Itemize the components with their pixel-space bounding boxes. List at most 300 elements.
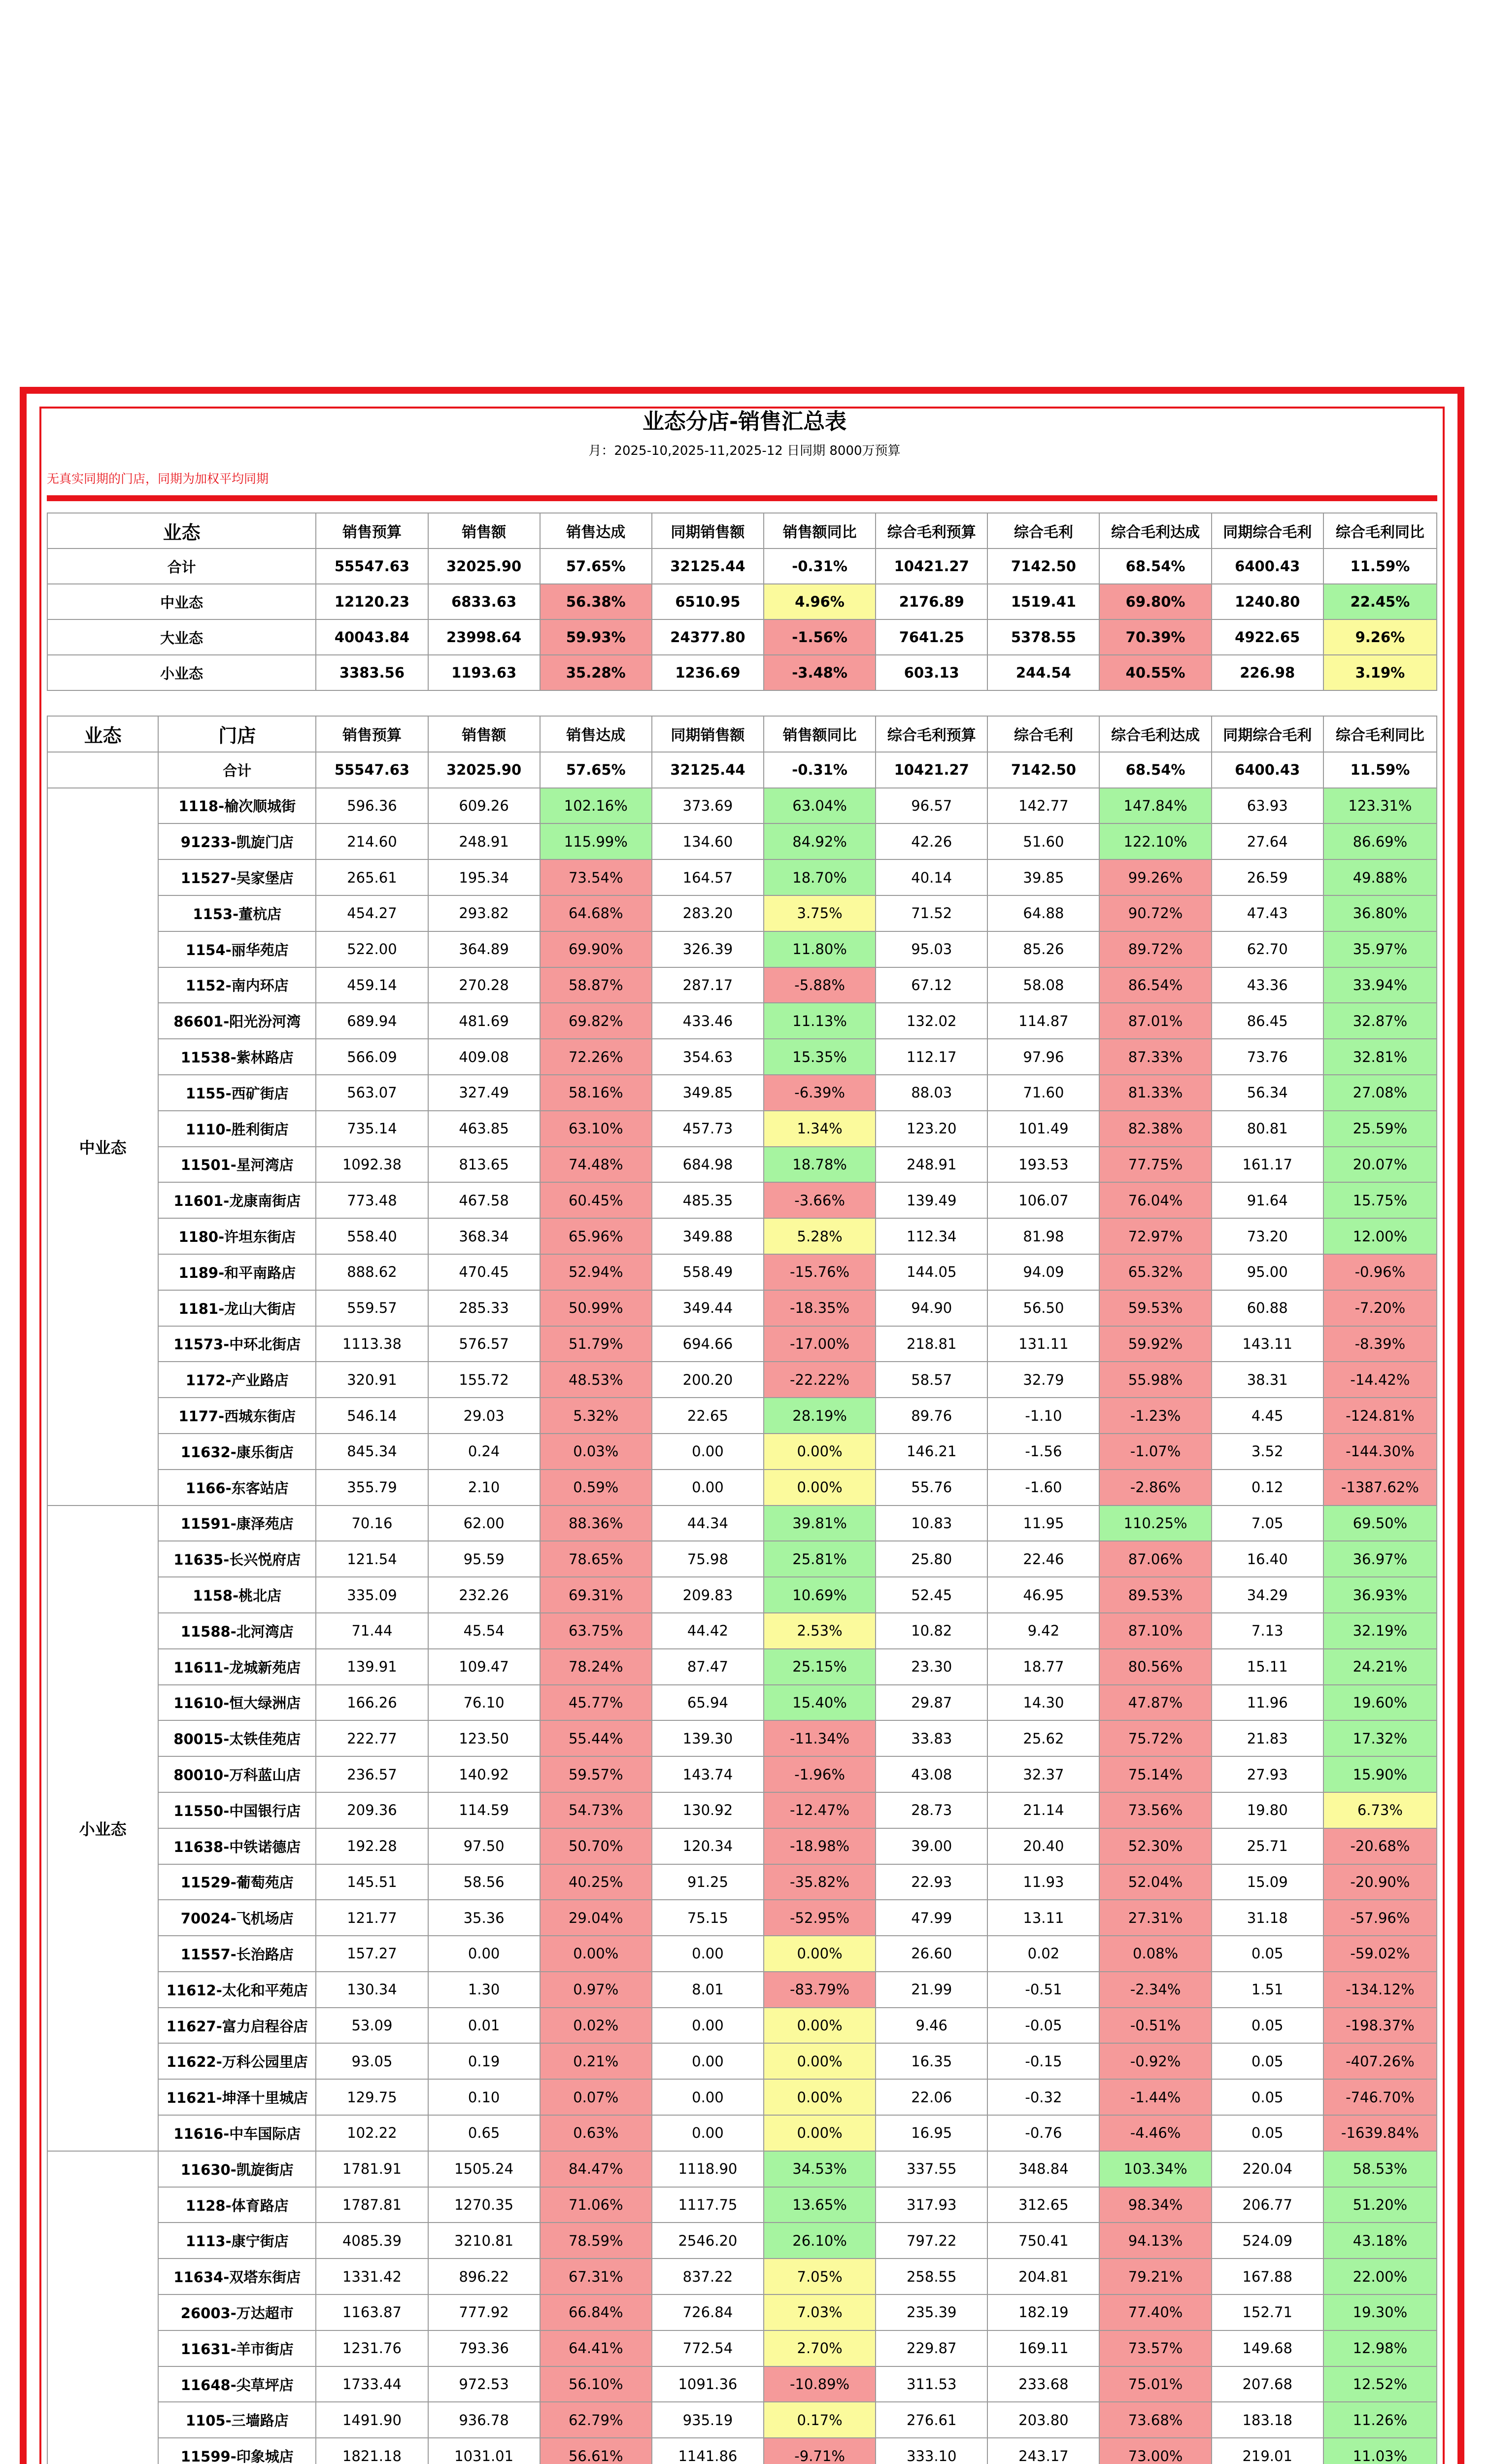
store-name-cell: 86601-阳光汾河湾 — [158, 1003, 316, 1039]
table-cell: 0.00 — [652, 2079, 764, 2115]
table-cell: 52.30% — [1099, 1828, 1211, 1864]
table-cell: 103.34% — [1099, 2151, 1211, 2187]
table-cell: 4.45 — [1212, 1398, 1323, 1434]
table-cell: -0.92% — [1099, 2043, 1211, 2079]
table-cell: 0.17% — [764, 2402, 876, 2438]
table-cell: 9.42 — [987, 1613, 1099, 1649]
table-cell: 248.91 — [876, 1147, 987, 1183]
table-row — [47, 2294, 1437, 2330]
table-cell: 0.65 — [428, 2115, 540, 2151]
table-row — [47, 2438, 1437, 2464]
table-cell: 78.59% — [540, 2223, 652, 2259]
table-cell: 0.00% — [764, 2079, 876, 2115]
table-cell: 114.87 — [987, 1003, 1099, 1039]
table-cell: 19.30% — [1323, 2294, 1437, 2330]
table-cell: 684.98 — [652, 1147, 764, 1183]
table-cell: 33.83 — [876, 1720, 987, 1756]
table-cell: 204.81 — [987, 2259, 1099, 2294]
table-cell: 0.01 — [428, 2008, 540, 2044]
table-cell: 73.56% — [1099, 1792, 1211, 1828]
table-cell: -1.07% — [1099, 1434, 1211, 1470]
store-name-cell: 11616-中车国际店 — [158, 2115, 316, 2151]
table-cell: 94.09 — [987, 1254, 1099, 1290]
table-cell: 26.60 — [876, 1936, 987, 1972]
table-cell: 164.57 — [652, 859, 764, 895]
table-cell: 65.32% — [1099, 1254, 1211, 1290]
table-cell: 694.66 — [652, 1326, 764, 1362]
table-cell: -10.89% — [764, 2366, 876, 2402]
table-cell: 73.76 — [1212, 1039, 1323, 1075]
table-cell: 合计 — [158, 752, 316, 788]
table-cell: -407.26% — [1323, 2043, 1437, 2079]
table-cell: 112.34 — [876, 1218, 987, 1254]
table-cell: 73.68% — [1099, 2402, 1211, 2438]
table-cell: 337.55 — [876, 2151, 987, 2187]
column-header: 综合毛利预算 — [876, 716, 987, 752]
table-cell: 209.83 — [652, 1577, 764, 1613]
table-row — [47, 1720, 1437, 1756]
table-cell: 69.31% — [540, 1577, 652, 1613]
table-cell: 63.10% — [540, 1111, 652, 1147]
table-cell: 222.77 — [316, 1720, 428, 1756]
table-cell: 293.82 — [428, 895, 540, 931]
table-cell: 134.60 — [652, 823, 764, 859]
table-cell: 32125.44 — [652, 752, 764, 788]
column-header: 门店 — [158, 716, 316, 752]
table-cell: 777.92 — [428, 2294, 540, 2330]
table-cell: 772.54 — [652, 2330, 764, 2366]
table-row — [47, 1506, 1437, 1541]
table-cell: 276.61 — [876, 2402, 987, 2438]
column-header: 综合毛利 — [987, 513, 1099, 548]
table-cell: 0.00% — [540, 1936, 652, 1972]
table-cell: 91.25 — [652, 1864, 764, 1900]
table-cell: 726.84 — [652, 2294, 764, 2330]
column-header: 综合毛利达成 — [1099, 513, 1211, 548]
table-cell: 94.13% — [1099, 2223, 1211, 2259]
table-cell: 55547.63 — [316, 752, 428, 788]
table-cell: 17.32% — [1323, 1720, 1437, 1756]
table-cell: -20.90% — [1323, 1864, 1437, 1900]
column-header: 同期销售额 — [652, 513, 764, 548]
table-cell: 3.52 — [1212, 1434, 1323, 1470]
table-cell: 78.24% — [540, 1649, 652, 1685]
table-cell: 522.00 — [316, 931, 428, 967]
table-cell: 463.85 — [428, 1111, 540, 1147]
table-cell: 1781.91 — [316, 2151, 428, 2187]
table-cell: 10.83 — [876, 1506, 987, 1541]
table-cell: 26.59 — [1212, 859, 1323, 895]
table-cell: -0.51 — [987, 1972, 1099, 2008]
store-name-cell: 11611-龙城新苑店 — [158, 1649, 316, 1685]
table-cell: 1821.18 — [316, 2438, 428, 2464]
store-name-cell: 11588-北河湾店 — [158, 1613, 316, 1649]
table-cell: -0.32 — [987, 2079, 1099, 2115]
store-name-cell: 80010-万科蓝山店 — [158, 1756, 316, 1792]
table-cell: 29.03 — [428, 1398, 540, 1434]
table-cell: 433.46 — [652, 1003, 764, 1039]
table-row — [47, 1577, 1437, 1613]
table-cell: 42.26 — [876, 823, 987, 859]
table-row — [47, 2115, 1437, 2151]
table-cell: 11.96 — [1212, 1685, 1323, 1721]
table-cell: 78.65% — [540, 1541, 652, 1577]
table-cell: 109.47 — [428, 1649, 540, 1685]
table-cell: -8.39% — [1323, 1326, 1437, 1362]
table-cell: 16.35 — [876, 2043, 987, 2079]
table-row — [47, 1111, 1437, 1147]
store-name-cell: 1154-丽华苑店 — [158, 931, 316, 967]
table-cell: 25.81% — [764, 1541, 876, 1577]
table-cell: 38.31 — [1212, 1362, 1323, 1398]
table-cell: 349.85 — [652, 1075, 764, 1111]
table-cell: 16.40 — [1212, 1541, 1323, 1577]
table-cell: 56.38% — [540, 584, 652, 619]
table-cell: -0.51% — [1099, 2008, 1211, 2044]
table-row — [47, 1254, 1437, 1290]
table-cell: 183.18 — [1212, 2402, 1323, 2438]
table-cell: 146.21 — [876, 1434, 987, 1470]
table-cell: 349.88 — [652, 1218, 764, 1254]
table-cell: 558.49 — [652, 1254, 764, 1290]
store-name-cell: 11634-双塔东街店 — [158, 2259, 316, 2294]
table-cell: 82.38% — [1099, 1111, 1211, 1147]
table-cell: 58.16% — [540, 1075, 652, 1111]
store-name-cell: 11612-太化和平苑店 — [158, 1972, 316, 2008]
table-cell: 62.70 — [1212, 931, 1323, 967]
table-row — [47, 2259, 1437, 2294]
table-cell: 52.94% — [540, 1254, 652, 1290]
store-name-cell: 1177-西城东街店 — [158, 1398, 316, 1434]
column-header: 综合毛利同比 — [1323, 513, 1437, 548]
table-cell: 258.55 — [876, 2259, 987, 2294]
table-cell: 15.09 — [1212, 1864, 1323, 1900]
table-cell: 34.53% — [764, 2151, 876, 2187]
table-cell: 1193.63 — [428, 655, 540, 690]
table-cell: 1.30 — [428, 1972, 540, 2008]
table-row — [47, 823, 1437, 859]
table-cell: 84.47% — [540, 2151, 652, 2187]
table-cell: 459.14 — [316, 967, 428, 1003]
store-name-cell: 11610-恒大绿洲店 — [158, 1685, 316, 1721]
table-cell: 101.49 — [987, 1111, 1099, 1147]
column-header: 同期销售额 — [652, 716, 764, 752]
table-cell: -1.23% — [1099, 1398, 1211, 1434]
table-cell: -14.42% — [1323, 1362, 1437, 1398]
table-row — [47, 1613, 1437, 1649]
table-cell: 349.44 — [652, 1290, 764, 1326]
store-name-cell: 11635-长兴悦府店 — [158, 1541, 316, 1577]
table-cell: -144.30% — [1323, 1434, 1437, 1470]
table-row — [47, 859, 1437, 895]
table-cell: 47.87% — [1099, 1685, 1211, 1721]
table-cell: 27.31% — [1099, 1900, 1211, 1936]
table-cell: 86.54% — [1099, 967, 1211, 1003]
table-cell: 149.68 — [1212, 2330, 1323, 2366]
store-name-cell: 1166-东客站店 — [158, 1470, 316, 1506]
store-name-cell: 11573-中环北街店 — [158, 1326, 316, 1362]
table-cell: 8.01 — [652, 1972, 764, 2008]
table-cell: -1639.84% — [1323, 2115, 1437, 2151]
table-cell: 91.64 — [1212, 1182, 1323, 1218]
table-cell: -3.48% — [764, 655, 876, 690]
table-cell: 312.65 — [987, 2187, 1099, 2223]
table-cell: 797.22 — [876, 2223, 987, 2259]
table-cell: 46.95 — [987, 1577, 1099, 1613]
table-cell: 59.57% — [540, 1756, 652, 1792]
column-header: 业态 — [47, 716, 158, 752]
table-cell: 59.53% — [1099, 1290, 1211, 1326]
store-name-cell: 11648-尖草坪店 — [158, 2366, 316, 2402]
table-cell: 1118.90 — [652, 2151, 764, 2187]
table-cell: 69.90% — [540, 931, 652, 967]
table-cell: 25.71 — [1212, 1828, 1323, 1864]
table-cell: 43.08 — [876, 1756, 987, 1792]
table-row — [47, 1362, 1437, 1398]
table-cell: 1331.42 — [316, 2259, 428, 2294]
table-cell: 546.14 — [316, 1398, 428, 1434]
table-cell: 51.60 — [987, 823, 1099, 859]
table-cell: 1117.75 — [652, 2187, 764, 2223]
table-cell: 10421.27 — [876, 752, 987, 788]
table-cell: 12.98% — [1323, 2330, 1437, 2366]
table-cell: 36.80% — [1323, 895, 1437, 931]
table-cell: -2.86% — [1099, 1470, 1211, 1506]
format-name-cell: 中业态 — [47, 584, 316, 619]
table-cell: 23998.64 — [428, 619, 540, 655]
table-cell: 32.19% — [1323, 1613, 1437, 1649]
table-cell: 43.36 — [1212, 967, 1323, 1003]
table-cell: 60.88 — [1212, 1290, 1323, 1326]
table-cell: 27.93 — [1212, 1756, 1323, 1792]
table-cell: 233.68 — [987, 2366, 1099, 2402]
table-cell: -57.96% — [1323, 1900, 1437, 1936]
table-row — [47, 1147, 1437, 1183]
table-row — [47, 1470, 1437, 1506]
column-header: 销售额 — [428, 513, 540, 548]
table-cell: 457.73 — [652, 1111, 764, 1147]
table-cell: 218.81 — [876, 1326, 987, 1362]
column-header: 销售额 — [428, 716, 540, 752]
table-cell: 232.26 — [428, 1577, 540, 1613]
table-cell: 326.39 — [652, 931, 764, 967]
table-cell: 68.54% — [1099, 548, 1211, 584]
table-cell: 21.14 — [987, 1792, 1099, 1828]
table-cell: 6400.43 — [1212, 752, 1323, 788]
table-cell: 67.12 — [876, 967, 987, 1003]
table-cell: 2.70% — [764, 2330, 876, 2366]
format-name-cell: 小业态 — [47, 655, 316, 690]
table-cell: 1163.87 — [316, 2294, 428, 2330]
table-cell: 123.20 — [876, 1111, 987, 1147]
table-cell: 75.01% — [1099, 2366, 1211, 2402]
table-cell: 59.92% — [1099, 1326, 1211, 1362]
table-cell: 87.47 — [652, 1649, 764, 1685]
table-cell: 36.97% — [1323, 1541, 1437, 1577]
table-cell: 2.10 — [428, 1470, 540, 1506]
table-cell: 0.00 — [652, 2043, 764, 2079]
table-cell: -134.12% — [1323, 1972, 1437, 2008]
column-header: 同期综合毛利 — [1212, 716, 1323, 752]
store-name-cell: 11622-万科公园里店 — [158, 2043, 316, 2079]
table-cell: 5378.55 — [987, 619, 1099, 655]
table-cell: 609.26 — [428, 788, 540, 824]
table-row — [47, 2187, 1437, 2223]
table-cell: -5.88% — [764, 967, 876, 1003]
table-cell: 130.34 — [316, 1972, 428, 2008]
table-row — [47, 2043, 1437, 2079]
table-cell: 45.77% — [540, 1685, 652, 1721]
table-cell: 73.57% — [1099, 2330, 1211, 2366]
table-cell: 735.14 — [316, 1111, 428, 1147]
table-cell: 1.34% — [764, 1111, 876, 1147]
table-cell: 935.19 — [652, 2402, 764, 2438]
table-cell: -1.56 — [987, 1434, 1099, 1470]
table-cell: -1.10 — [987, 1398, 1099, 1434]
store-name-cell: 11601-龙康南街店 — [158, 1182, 316, 1218]
table-cell: 129.75 — [316, 2079, 428, 2115]
store-name-cell: 70024-飞机场店 — [158, 1900, 316, 1936]
table-cell: 68.54% — [1099, 752, 1211, 788]
table-cell: 470.45 — [428, 1254, 540, 1290]
table-row — [47, 1756, 1437, 1792]
table-cell: 102.22 — [316, 2115, 428, 2151]
table-cell: 7.05 — [1212, 1506, 1323, 1541]
table-cell: 47.43 — [1212, 895, 1323, 931]
column-header: 销售达成 — [540, 716, 652, 752]
table-cell: 229.87 — [876, 2330, 987, 2366]
table-cell: 120.34 — [652, 1828, 764, 1864]
table-cell: 65.94 — [652, 1685, 764, 1721]
store-name-cell: 1153-董杭店 — [158, 895, 316, 931]
table-cell: 57.65% — [540, 752, 652, 788]
table-cell: 1141.86 — [652, 2438, 764, 2464]
table-cell: 122.10% — [1099, 823, 1211, 859]
column-header: 销售额同比 — [764, 513, 876, 548]
table-cell: 29.87 — [876, 1685, 987, 1721]
table-cell: 22.00% — [1323, 2259, 1437, 2294]
store-name-cell: 11632-康乐街店 — [158, 1434, 316, 1470]
table-cell: 62.79% — [540, 2402, 652, 2438]
table-cell: 48.53% — [540, 1362, 652, 1398]
table-cell: 11.59% — [1323, 752, 1437, 788]
table-cell: 87.06% — [1099, 1541, 1211, 1577]
table-cell: 0.00 — [652, 2008, 764, 2044]
table-cell: 566.09 — [316, 1039, 428, 1075]
table-row — [47, 1182, 1437, 1218]
table-cell: 66.84% — [540, 2294, 652, 2330]
table-cell: 0.97% — [540, 1972, 652, 2008]
table-cell: 86.45 — [1212, 1003, 1323, 1039]
table-cell: 0.00 — [652, 1936, 764, 1972]
table-cell: 467.58 — [428, 1182, 540, 1218]
table-cell: 36.93% — [1323, 1577, 1437, 1613]
store-name-cell: 11538-紫林路店 — [158, 1039, 316, 1075]
table-cell: 64.88 — [987, 895, 1099, 931]
table-cell: 55.76 — [876, 1470, 987, 1506]
table-cell: 15.75% — [1323, 1182, 1437, 1218]
table-cell: 206.77 — [1212, 2187, 1323, 2223]
table-cell: 152.71 — [1212, 2294, 1323, 2330]
table-cell: 0.00% — [764, 1470, 876, 1506]
table-cell: -0.76 — [987, 2115, 1099, 2151]
table-cell: -0.05 — [987, 2008, 1099, 2044]
table-cell: 56.50 — [987, 1290, 1099, 1326]
table-cell: 192.28 — [316, 1828, 428, 1864]
store-name-cell: 11591-康泽苑店 — [158, 1506, 316, 1541]
table-cell: 139.30 — [652, 1720, 764, 1756]
table-cell: 123.31% — [1323, 788, 1437, 824]
table-cell: 40.14 — [876, 859, 987, 895]
table-cell: 16.95 — [876, 2115, 987, 2151]
table-cell: 106.07 — [987, 1182, 1099, 1218]
table-row — [47, 1828, 1437, 1864]
store-name-cell: 11529-葡萄苑店 — [158, 1864, 316, 1900]
table-cell: 320.91 — [316, 1362, 428, 1398]
table-cell: 73.54% — [540, 859, 652, 895]
table-cell: 99.26% — [1099, 859, 1211, 895]
table-cell: 0.07% — [540, 2079, 652, 2115]
table-cell: 0.00 — [652, 1470, 764, 1506]
table-cell: 348.84 — [987, 2151, 1099, 2187]
table-cell: 2176.89 — [876, 584, 987, 619]
table-cell: -7.20% — [1323, 1290, 1437, 1326]
table-cell: 51.79% — [540, 1326, 652, 1362]
table-cell: 200.20 — [652, 1362, 764, 1398]
table-cell: 4085.39 — [316, 2223, 428, 2259]
table-cell: 20.40 — [987, 1828, 1099, 1864]
table-cell: 55.98% — [1099, 1362, 1211, 1398]
table-cell: 31.18 — [1212, 1900, 1323, 1936]
table-cell: 50.99% — [540, 1290, 652, 1326]
table-cell: 47.99 — [876, 1900, 987, 1936]
table-cell: 115.99% — [540, 823, 652, 859]
table-cell: 12120.23 — [316, 584, 428, 619]
table-cell: 1092.38 — [316, 1147, 428, 1183]
table-cell: 88.36% — [540, 1506, 652, 1541]
table-cell: 0.00% — [764, 1434, 876, 1470]
table-cell: 4922.65 — [1212, 619, 1323, 655]
table-cell: 12.52% — [1323, 2366, 1437, 2402]
table-cell: -11.34% — [764, 1720, 876, 1756]
table-cell: 193.53 — [987, 1147, 1099, 1183]
table-cell: 63.75% — [540, 1613, 652, 1649]
table-cell: 209.36 — [316, 1792, 428, 1828]
table-cell: 3.19% — [1323, 655, 1437, 690]
table-cell: 58.87% — [540, 967, 652, 1003]
table-cell: 34.29 — [1212, 1577, 1323, 1613]
table-cell: 750.41 — [987, 2223, 1099, 2259]
table-cell: 67.31% — [540, 2259, 652, 2294]
table-cell: 203.80 — [987, 2402, 1099, 2438]
table-cell: 12.00% — [1323, 1218, 1437, 1254]
store-name-cell: 91233-凯旋门店 — [158, 823, 316, 859]
table-cell: 220.04 — [1212, 2151, 1323, 2187]
table-cell: 121.77 — [316, 1900, 428, 1936]
table-cell: 5.28% — [764, 1218, 876, 1254]
summary-row — [47, 584, 1437, 619]
table-cell: 19.60% — [1323, 1685, 1437, 1721]
column-header: 综合毛利同比 — [1323, 716, 1437, 752]
table-cell: 6.73% — [1323, 1792, 1437, 1828]
table-cell: 5.32% — [540, 1398, 652, 1434]
table-cell: 10421.27 — [876, 548, 987, 584]
detail-header-row — [47, 716, 1437, 752]
table-cell: 84.92% — [764, 823, 876, 859]
table-cell: 64.68% — [540, 895, 652, 931]
table-row — [47, 1792, 1437, 1828]
table-cell: 0.05 — [1212, 2115, 1323, 2151]
